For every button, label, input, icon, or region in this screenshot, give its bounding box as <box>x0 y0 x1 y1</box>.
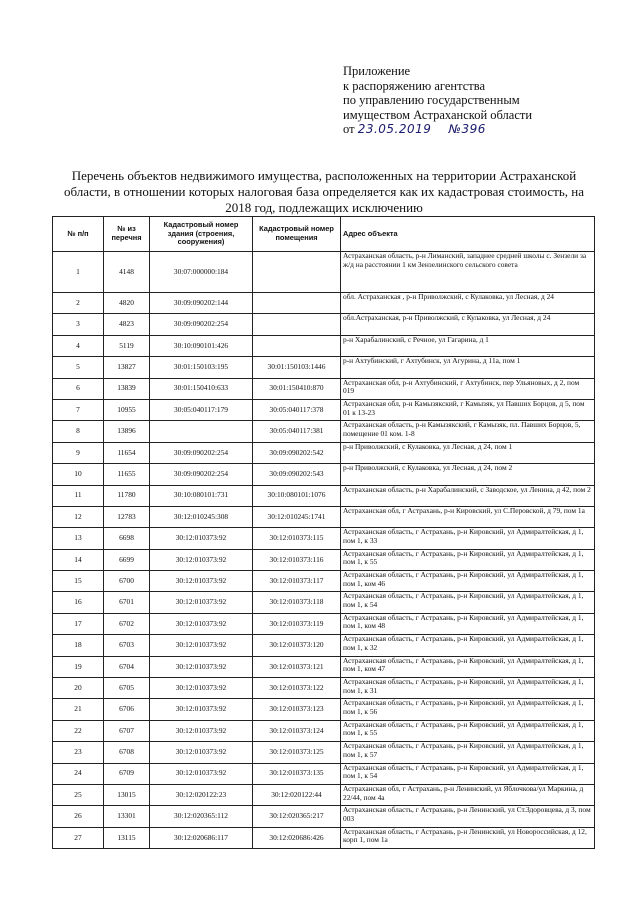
cell-list-number: 6704 <box>104 656 150 677</box>
cell-row-number: 11 <box>53 485 104 506</box>
cell-list-number: 6699 <box>104 549 150 570</box>
cell-room-cadastral: 30:01:150103:1446 <box>253 357 341 378</box>
cell-row-number: 23 <box>53 742 104 763</box>
appendix-line: к распоряжению агентства <box>343 78 486 93</box>
cell-building-cadastral: 30:01:150103:195 <box>150 357 253 378</box>
cell-row-number: 7 <box>53 399 104 420</box>
cell-room-cadastral: 30:12:010373:115 <box>253 528 341 549</box>
cell-row-number: 22 <box>53 720 104 741</box>
cell-list-number: 12783 <box>104 506 150 527</box>
cell-building-cadastral: 30:09:090202:254 <box>150 464 253 485</box>
cell-row-number: 5 <box>53 357 104 378</box>
cell-room-cadastral: 30:12:010245:1741 <box>253 506 341 527</box>
cell-room-cadastral: 30:01:150410:870 <box>253 378 341 399</box>
cell-list-number: 13896 <box>104 421 150 442</box>
cell-room-cadastral: 30:12:010373:118 <box>253 592 341 613</box>
cell-address: Астраханская область, г Астрахань, р-н Кировский, ул Адмиралтейская, д 1, пом 1, к 56 <box>341 699 595 720</box>
cell-address: Астраханская обл, г Астрахань, р-н Ленинский, ул Яблочкова/ул Маркина, д 22/44, пом 4а <box>341 784 595 805</box>
cell-building-cadastral: 30:12:020686:117 <box>150 827 253 848</box>
table-row <box>53 678 595 699</box>
cell-row-number: 17 <box>53 613 104 634</box>
table-row <box>53 827 595 848</box>
cell-row-number: 19 <box>53 656 104 677</box>
cell-address: Астраханская обл, р-н Ахтубинский, г Ахтубинск, пер Ульяновых, д 2, пом 019 <box>341 378 595 399</box>
cell-room-cadastral: 30:12:020686:426 <box>253 827 341 848</box>
cell-address: Астраханская область, г Астрахань, р-н Ленинский, ул Новороссийская, д 12, корп 1, пом 1а <box>341 827 595 848</box>
cell-row-number: 14 <box>53 549 104 570</box>
cell-building-cadastral <box>150 421 253 442</box>
cell-list-number: 13301 <box>104 806 150 827</box>
cell-list-number: 6700 <box>104 571 150 592</box>
cell-address: Астраханская область, г Астрахань, р-н Кировский, ул Адмиралтейская, д 1, пом 1, к 31 <box>341 678 595 699</box>
cell-row-number: 12 <box>53 506 104 527</box>
cell-row-number: 16 <box>53 592 104 613</box>
table-row <box>53 549 595 570</box>
header-room-cadastral: Кадастровый номер помещения <box>253 217 341 252</box>
cell-list-number: 11654 <box>104 442 150 463</box>
table-row <box>53 784 595 805</box>
cell-address: р-н Приволжский, с Кулаковка, ул Лесная, д 24, пом 2 <box>341 464 595 485</box>
cell-list-number: 6702 <box>104 613 150 634</box>
cell-row-number: 4 <box>53 335 104 356</box>
cell-building-cadastral: 30:12:010373:92 <box>150 678 253 699</box>
header-row-number: № п/п <box>53 217 104 252</box>
cell-list-number: 13115 <box>104 827 150 848</box>
table-row <box>53 314 595 335</box>
cell-row-number: 9 <box>53 442 104 463</box>
cell-building-cadastral: 30:12:010373:92 <box>150 635 253 656</box>
table-row <box>53 442 595 463</box>
cell-building-cadastral: 30:09:090202:254 <box>150 442 253 463</box>
table-row <box>53 378 595 399</box>
cell-room-cadastral: 30:12:010373:121 <box>253 656 341 677</box>
cell-address: Астраханская область, р-н Харабалинский, с Заводское, ул Ленина, д 42, пом 2 <box>341 485 595 506</box>
appendix-line: имуществом Астраханской области <box>343 107 533 122</box>
cell-room-cadastral: 30:09:090202:542 <box>253 442 341 463</box>
cell-building-cadastral: 30:12:010373:92 <box>150 699 253 720</box>
cell-list-number: 4820 <box>104 293 150 314</box>
table-row <box>53 421 595 442</box>
cell-address: Астраханская область, г Астрахань, р-н Кировский, ул Адмиралтейская, д 1, пом 1, ком 47 <box>341 656 595 677</box>
cell-room-cadastral <box>253 252 341 293</box>
cell-row-number: 25 <box>53 784 104 805</box>
table-row <box>53 485 595 506</box>
header-address: Адрес объекта <box>341 217 595 252</box>
table-row <box>53 613 595 634</box>
table-row <box>53 293 595 314</box>
header-list-number: № из перечня <box>104 217 150 252</box>
cell-list-number: 13839 <box>104 378 150 399</box>
cell-list-number: 6707 <box>104 720 150 741</box>
appendix-block <box>343 64 603 137</box>
cell-list-number: 6703 <box>104 635 150 656</box>
table-row <box>53 335 595 356</box>
cell-room-cadastral: 30:05:040117:378 <box>253 399 341 420</box>
cell-building-cadastral: 30:12:010373:92 <box>150 720 253 741</box>
cell-building-cadastral: 30:10:080101:731 <box>150 485 253 506</box>
cell-row-number: 26 <box>53 806 104 827</box>
cell-room-cadastral: 30:12:010373:124 <box>253 720 341 741</box>
cell-address: Астраханская область, г Астрахань, р-н Кировский, ул Адмиралтейская, д 1, пом 1, к 55 <box>341 720 595 741</box>
cell-row-number: 21 <box>53 699 104 720</box>
cell-room-cadastral: 30:12:010373:122 <box>253 678 341 699</box>
cell-building-cadastral: 30:12:020365:112 <box>150 806 253 827</box>
cell-row-number: 6 <box>53 378 104 399</box>
cell-room-cadastral <box>253 335 341 356</box>
cell-building-cadastral: 30:10:090101:426 <box>150 335 253 356</box>
cell-room-cadastral: 30:12:010373:117 <box>253 571 341 592</box>
cell-building-cadastral: 30:12:010245:308 <box>150 506 253 527</box>
cell-list-number: 6701 <box>104 592 150 613</box>
cell-building-cadastral: 30:12:010373:92 <box>150 742 253 763</box>
cell-row-number: 13 <box>53 528 104 549</box>
cell-list-number: 5119 <box>104 335 150 356</box>
cell-address: Астраханская область, р-н Лиманский, западнее средней школы с. Зензели за ж/д на расстоянии 1 км Зензелинского сельского совета <box>341 252 595 293</box>
table-row <box>53 464 595 485</box>
cell-row-number: 27 <box>53 827 104 848</box>
table-row <box>53 399 595 420</box>
appendix-line: Приложение <box>343 64 411 78</box>
cell-address: Астраханская область, г Астрахань, р-н Кировский, ул Адмиралтейская, д 1, пом 1, к 57 <box>341 742 595 763</box>
handwritten-number: №396 <box>448 122 486 136</box>
table-body <box>53 252 595 849</box>
cell-list-number: 6706 <box>104 699 150 720</box>
table-row <box>53 571 595 592</box>
cell-row-number: 8 <box>53 421 104 442</box>
handwritten-date: 23.05.2019 <box>357 122 432 136</box>
cell-list-number: 10955 <box>104 399 150 420</box>
cell-room-cadastral: 30:12:010373:135 <box>253 763 341 784</box>
table-header-row <box>53 217 595 252</box>
cell-building-cadastral: 30:12:010373:92 <box>150 763 253 784</box>
cell-room-cadastral <box>253 314 341 335</box>
cell-address: Астраханская область, г Астрахань, р-н Кировский, ул Адмиралтейская, д 1, пом 1, к 32 <box>341 635 595 656</box>
cell-row-number: 15 <box>53 571 104 592</box>
cell-address: Астраханская область, р-н Камызякский, г Камызяк, пл. Павших Борцов, 5, помещение 01 ком. 1-8 <box>341 421 595 442</box>
cell-room-cadastral: 30:12:010373:123 <box>253 699 341 720</box>
table-row <box>53 592 595 613</box>
cell-address: обл. Астраханская , р-н Приволжский, с Кулаковка, ул Лесная, д 24 <box>341 293 595 314</box>
cell-building-cadastral: 30:01:150410:633 <box>150 378 253 399</box>
cell-building-cadastral: 30:12:010373:92 <box>150 656 253 677</box>
cell-room-cadastral: 30:12:010373:119 <box>253 613 341 634</box>
cell-room-cadastral: 30:12:010373:125 <box>253 742 341 763</box>
cell-address: Астраханская область, г Астрахань, р-н Кировский, ул Адмиралтейская, д 1, пом 1, ком 46 <box>341 571 595 592</box>
cell-address: Астраханская область, г Астрахань, р-н Ленинский, ул Ст.Здоровцева, д 3, пом 003 <box>341 806 595 827</box>
cell-address: Астраханская область, г Астрахань, р-н Кировский, ул Адмиралтейская, д 1, пом 1, к 54 <box>341 763 595 784</box>
table-row <box>53 656 595 677</box>
cell-list-number: 6698 <box>104 528 150 549</box>
cell-building-cadastral: 30:12:010373:92 <box>150 549 253 570</box>
cell-building-cadastral: 30:09:090202:254 <box>150 314 253 335</box>
cell-list-number: 6705 <box>104 678 150 699</box>
cell-row-number: 24 <box>53 763 104 784</box>
table-row <box>53 806 595 827</box>
table-row <box>53 763 595 784</box>
table-row <box>53 720 595 741</box>
cell-address: обл.Астраханская, р-н Приволжский, с Кулаковка, ул Лесная, д 24 <box>341 314 595 335</box>
cell-list-number: 4148 <box>104 252 150 293</box>
cell-building-cadastral: 30:12:010373:92 <box>150 592 253 613</box>
date-prefix: от <box>343 122 355 136</box>
cell-room-cadastral <box>253 293 341 314</box>
cell-row-number: 1 <box>53 252 104 293</box>
cell-building-cadastral: 30:12:020122:23 <box>150 784 253 805</box>
cell-row-number: 18 <box>53 635 104 656</box>
cell-address: р-н Харабалинский, с Речное, ул Гагарина, д 1 <box>341 335 595 356</box>
cell-building-cadastral: 30:07:000000:184 <box>150 252 253 293</box>
cell-row-number: 10 <box>53 464 104 485</box>
appendix-date-line <box>343 122 603 137</box>
cell-building-cadastral: 30:12:010373:92 <box>150 571 253 592</box>
cell-row-number: 20 <box>53 678 104 699</box>
cell-address: Астраханская обл, г Астрахань, р-н Кировский, ул С.Перовской, д 79, пом 1а <box>341 506 595 527</box>
table-row <box>53 506 595 527</box>
cell-room-cadastral: 30:12:020365:217 <box>253 806 341 827</box>
document-title: Перечень объектов недвижимого имущества, расположенных на территории Астраханской области, в отношении которых налоговая база определяется как их кадастровая стоимость, на 2018 год, подлежащих исключению <box>64 168 584 215</box>
cell-address: Астраханская область, г Астрахань, р-н Кировский, ул Адмиралтейская, д 1, пом 1, к 54 <box>341 592 595 613</box>
cell-building-cadastral: 30:12:010373:92 <box>150 528 253 549</box>
cell-list-number: 13827 <box>104 357 150 378</box>
cell-room-cadastral: 30:10:080101:1076 <box>253 485 341 506</box>
table-row <box>53 528 595 549</box>
cell-room-cadastral: 30:12:010373:116 <box>253 549 341 570</box>
cell-building-cadastral: 30:12:010373:92 <box>150 613 253 634</box>
objects-table <box>52 216 595 849</box>
cell-address: р-н Приволжский, с Кулаковка, ул Лесная, д 24, пом 1 <box>341 442 595 463</box>
cell-address: Астраханская область, г Астрахань, р-н Кировский, ул Адмиралтейская, д 1, пом 1, к 33 <box>341 528 595 549</box>
cell-list-number: 11780 <box>104 485 150 506</box>
cell-row-number: 2 <box>53 293 104 314</box>
cell-list-number: 6709 <box>104 763 150 784</box>
table-row <box>53 635 595 656</box>
cell-building-cadastral: 30:09:090202:144 <box>150 293 253 314</box>
cell-room-cadastral: 30:09:090202:543 <box>253 464 341 485</box>
cell-room-cadastral: 30:12:020122:44 <box>253 784 341 805</box>
cell-list-number: 13015 <box>104 784 150 805</box>
cell-address: Астраханская область, г Астрахань, р-н Кировский, ул Адмиралтейская, д 1, пом 1, к 55 <box>341 549 595 570</box>
cell-list-number: 11655 <box>104 464 150 485</box>
table-row <box>53 252 595 293</box>
cell-address: Астраханская обл, р-н Камызякский, г Камызяк, ул Павших Борцов, д 5, пом 01 к 13-23 <box>341 399 595 420</box>
cell-list-number: 4823 <box>104 314 150 335</box>
cell-list-number: 6708 <box>104 742 150 763</box>
appendix-line: по управлению государственным <box>343 93 520 107</box>
header-building-cadastral: Кадастровый номер здания (строения, сооружения) <box>150 217 253 252</box>
cell-room-cadastral: 30:05:040117:381 <box>253 421 341 442</box>
cell-address: р-н Ахтубинский, г Ахтубинск, ул Агурина, д 11а, пом 1 <box>341 357 595 378</box>
cell-building-cadastral: 30:05:040117:179 <box>150 399 253 420</box>
cell-row-number: 3 <box>53 314 104 335</box>
table-row <box>53 699 595 720</box>
table-row <box>53 742 595 763</box>
cell-room-cadastral: 30:12:010373:120 <box>253 635 341 656</box>
cell-address: Астраханская область, г Астрахань, р-н Кировский, ул Адмиралтейская, д 1, пом 1, ком 48 <box>341 613 595 634</box>
table-row <box>53 357 595 378</box>
